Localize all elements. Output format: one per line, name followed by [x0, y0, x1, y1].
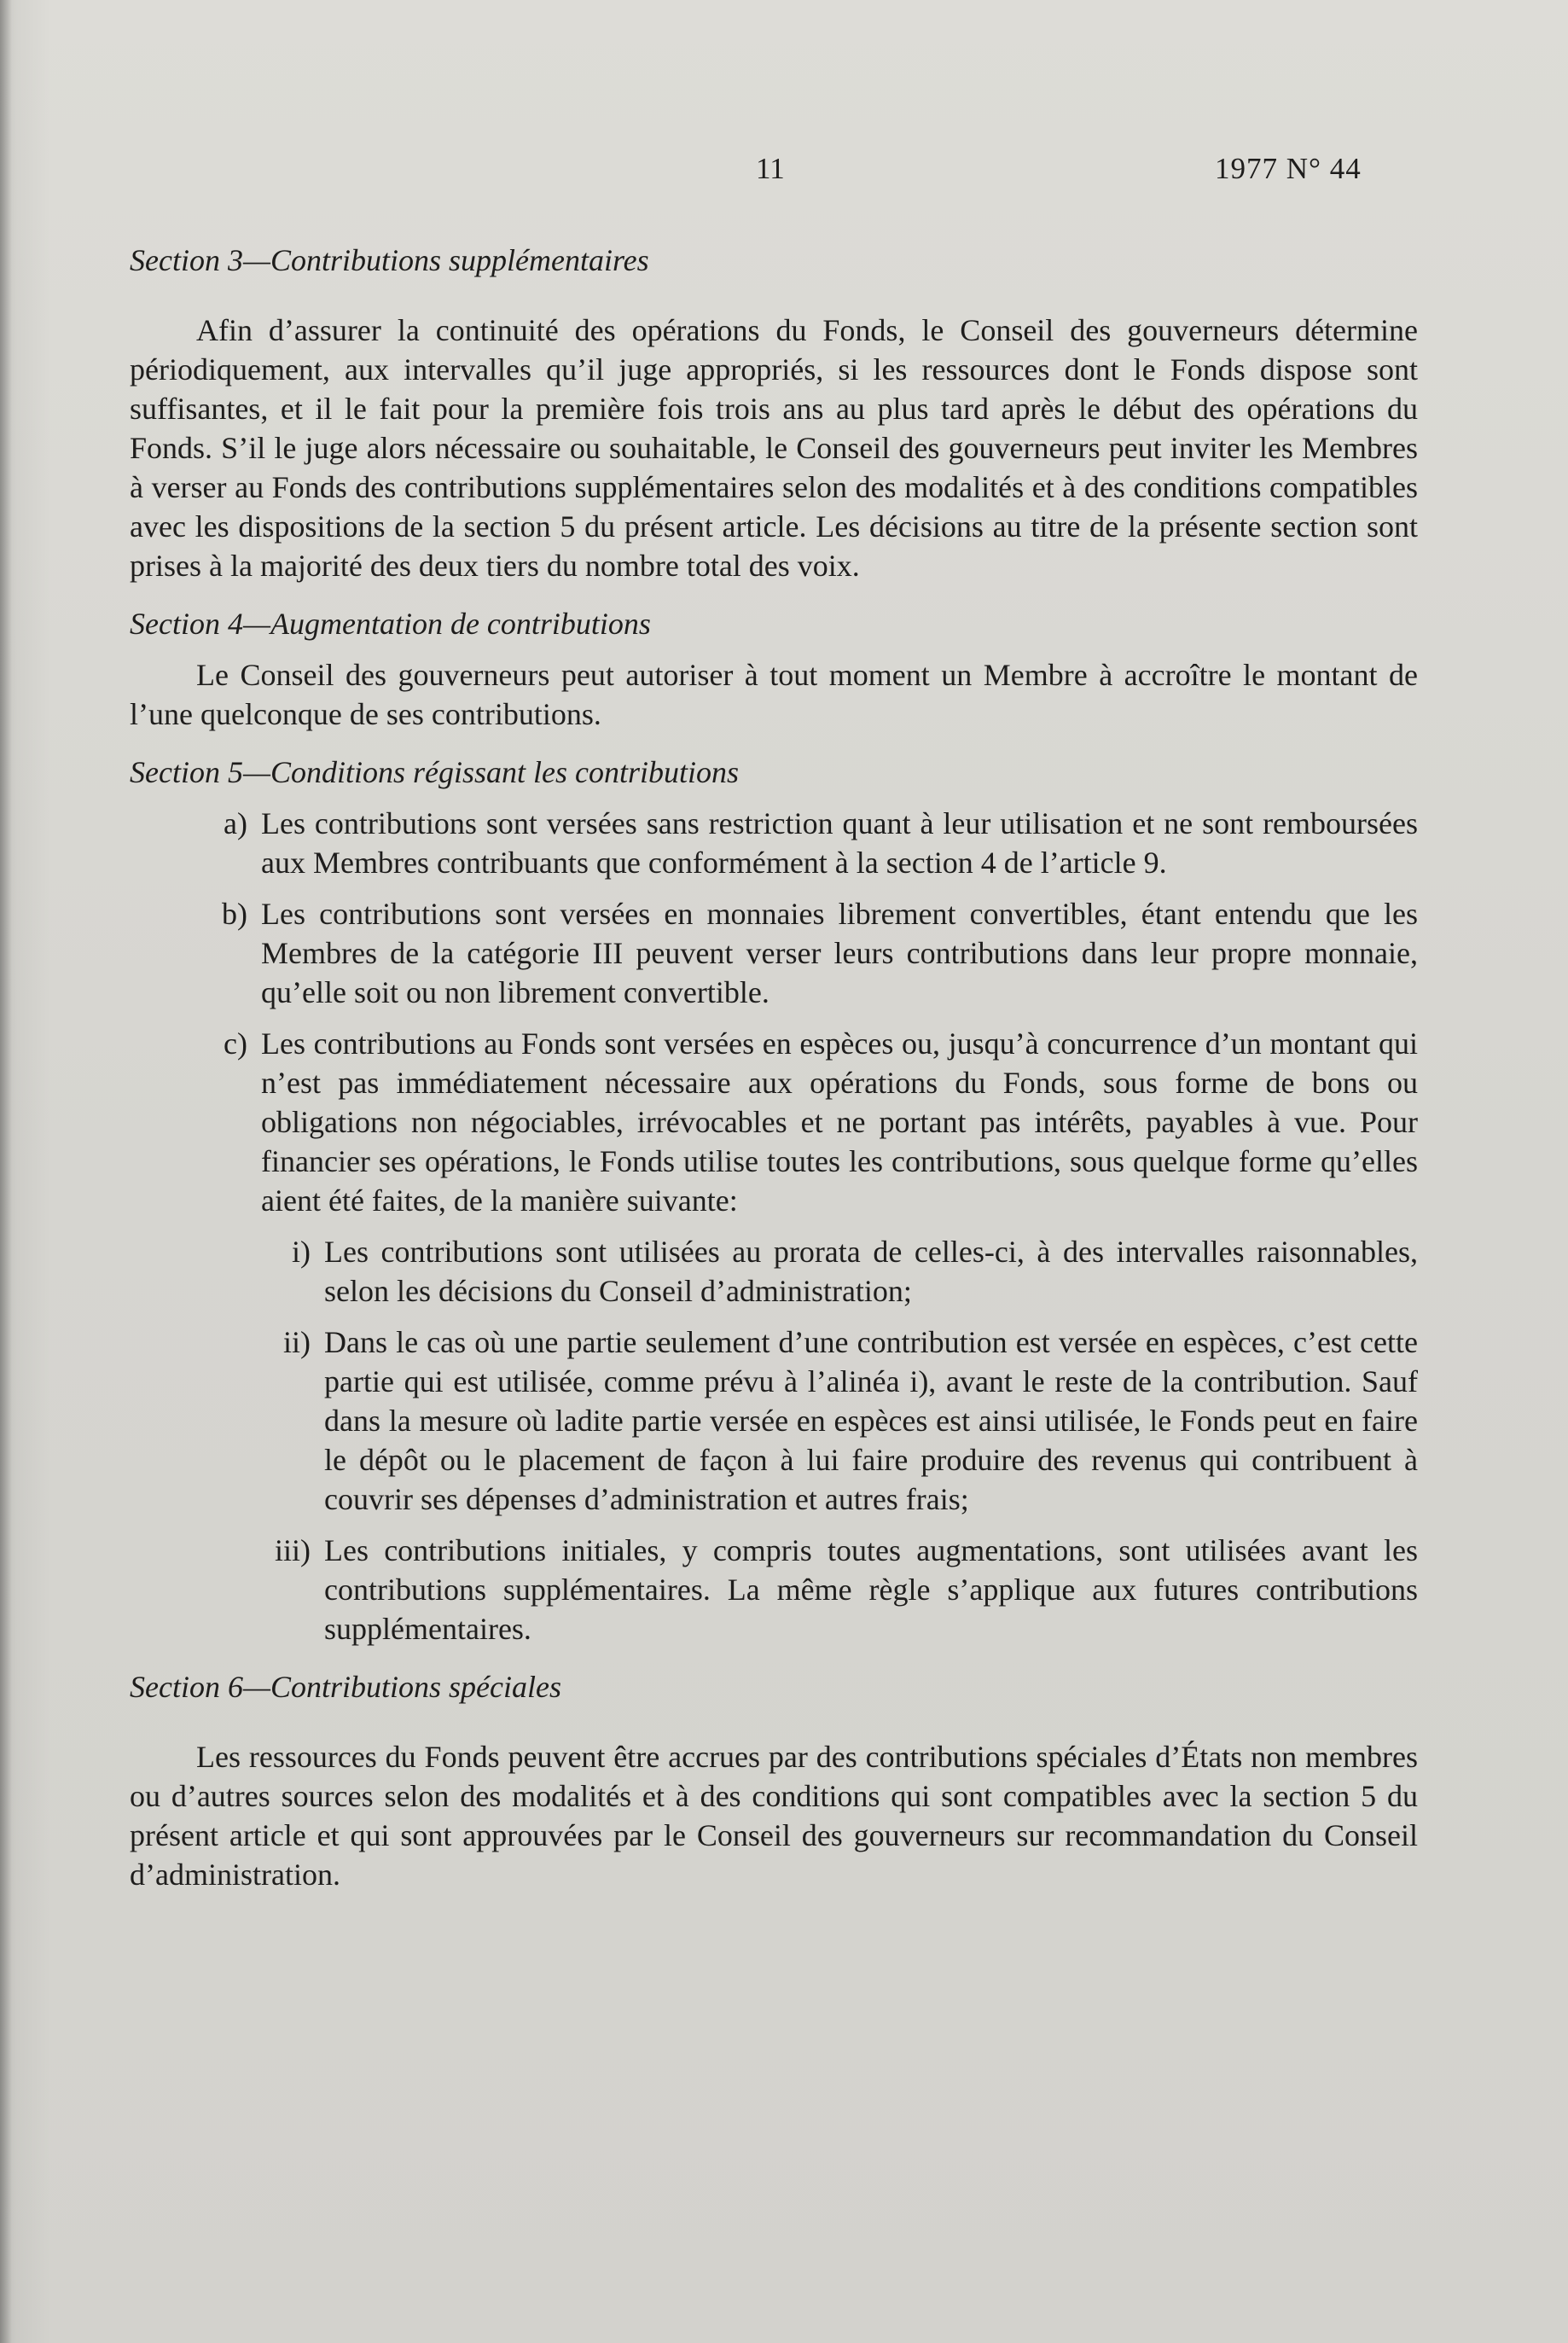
item-text: Les contributions sont versées en monnaies librement convertibles, étant entendu que les Membres de la catégorie III peuvent verser leurs contributions dans leur propre monnaie, qu’elle soit ou non librement convertible.	[261, 897, 1418, 1009]
subitem-label: i)	[292, 1235, 311, 1269]
item-label: c)	[224, 1026, 247, 1061]
subitem-text: Dans le cas où une partie seulement d’une contribution est versée en espèces, c’est cette partie qui est utilisée, comme prévu à l’alinéa i), avant le reste de la contribution. Sauf dans la mesure où ladite partie versée en espèces est ainsi utilisée, le Fonds peut en faire le dépôt ou le placement de façon à lui faire produire des revenus qui contribuent à couvrir ses dépenses d’administration et autres frais;	[324, 1325, 1418, 1516]
section-5-item-c	[130, 1024, 1418, 1220]
section-5-subitem-i	[130, 1232, 1418, 1311]
binding-shadow	[0, 0, 12, 2343]
section-5-subitem-iii	[130, 1531, 1418, 1648]
subitem-text: Les contributions sont utilisées au prorata de celles-ci, à des intervalles raisonnables, selon les décisions du Conseil d’administration;	[324, 1235, 1418, 1308]
section-6-paragraph: Les ressources du Fonds peuvent être accrues par des contributions spéciales d’États non membres ou d’autres sources selon des modalités et à des conditions qui sont compatibles avec la section 5 du présent article et qui sont approuvées par le Conseil des gouverneurs sur recommandation du Conseil d’administration.	[130, 1740, 1418, 1892]
subitem-label: iii)	[275, 1533, 311, 1567]
section-3-paragraph: Afin d’assurer la continuité des opérations du Fonds, le Conseil des gouverneurs détermine périodiquement, aux intervalles qu’il juge appropriés, si les ressources dont le Fonds dispose sont suffisantes, et il le fait pour la première fois trois ans au plus tard après le début des opérations du Fonds. S’il le juge alors nécessaire ou souhaitable, le Conseil des gouverneurs peut inviter les Membres à verser au Fonds des contributions supplémentaires selon des modalités et à des conditions compatibles avec les dispositions de la section 5 du présent article. Les décisions au titre de la présente section sont prises à la majorité des deux tiers du nombre total des voix.	[130, 313, 1418, 583]
subitem-label: ii)	[283, 1325, 311, 1359]
section-5-item-a	[130, 804, 1418, 882]
item-label: a)	[224, 806, 247, 840]
section-4-title: Section 4—Augmentation de contributions	[130, 607, 651, 641]
section-6-title: Section 6—Contributions spéciales	[130, 1670, 561, 1704]
section-4-paragraph: Le Conseil des gouverneurs peut autoriser à tout moment un Membre à accroître le montant de l’une quelconque de ses contributions.	[130, 658, 1418, 731]
item-text: Les contributions sont versées sans restriction quant à leur utilisation et ne sont remboursées aux Membres contribuants que conformément à la section 4 de l’article 9.	[261, 806, 1418, 880]
document-body	[130, 241, 1418, 1894]
item-label: b)	[222, 897, 247, 931]
section-3-title: Section 3—Contributions supplémentaires	[130, 243, 649, 277]
item-text: Les contributions au Fonds sont versées en espèces ou, jusqu’à concurrence d’un montant qui n’est pas immédiatement nécessaire aux opérations du Fonds, sous forme de bons ou obligations non négociables, irrévocables et ne portant pas intérêts, payables à vue. Pour financier ses opérations, le Fonds utilise toutes les contributions, sous quelque forme qu’elles aient été faites, de la manière suivante:	[261, 1026, 1418, 1218]
section-5-title: Section 5—Conditions régissant les contributions	[130, 755, 740, 789]
section-5-item-b	[130, 894, 1418, 1012]
section-5-subitem-ii	[130, 1323, 1418, 1519]
page-header	[0, 152, 1568, 195]
subitem-text: Les contributions initiales, y compris toutes augmentations, sont utilisées avant les contributions supplémentaires. La même règle s’applique aux futures contributions supplémentaires.	[324, 1533, 1418, 1646]
page-number: 11	[756, 152, 785, 185]
document-reference: 1977 N° 44	[1215, 152, 1362, 185]
